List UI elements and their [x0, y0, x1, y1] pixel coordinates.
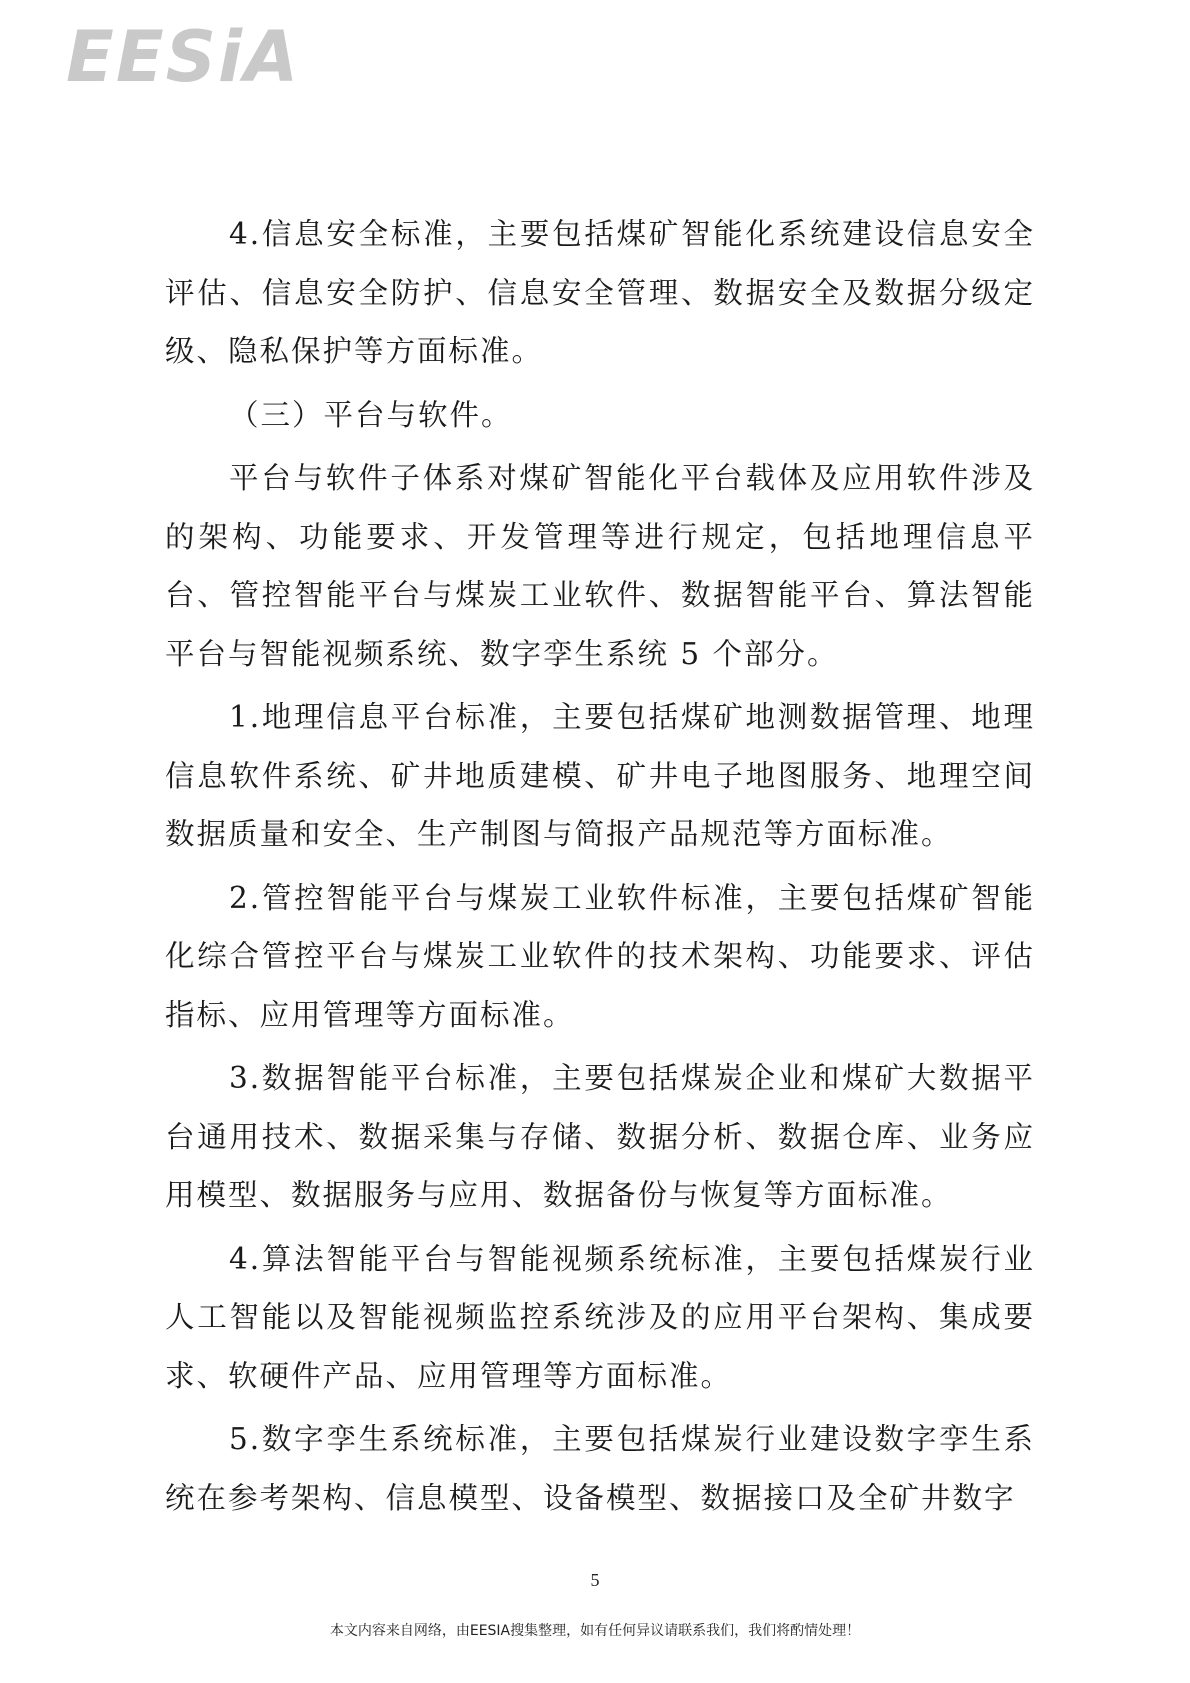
paragraph-algorithm-platform: 4.算法智能平台与智能视频系统标准，主要包括煤炭行业人工智能以及智能视频监控系统涉及的应用平台架构、集成要求、软硬件产品、应用管理等方面标准。: [165, 1241, 1035, 1393]
document-body: [165, 205, 1035, 1532]
paragraph-platform-overview: 平台与软件子体系对煤矿智能化平台载体及应用软件涉及的架构、功能要求、开发管理等进行规定，包括地理信息平台、管控智能平台与煤炭工业软件、数据智能平台、算法智能平台与智能视频系统、数字孪生系统 5 个部分。: [165, 461, 1035, 671]
paragraph-info-security: 4.信息安全标准，主要包括煤矿智能化系统建设信息安全评估、信息安全防护、信息安全管理、数据安全及数据分级定级、隐私保护等方面标准。: [165, 217, 1035, 368]
eesia-logo: EESiA: [66, 16, 301, 98]
page-number: 5: [590, 1570, 600, 1590]
paragraph-data-platform: 3.数据智能平台标准，主要包括煤炭企业和煤矿大数据平台通用技术、数据采集与存储、数据分析、数据仓库、业务应用模型、数据服务与应用、数据备份与恢复等方面标准。: [165, 1061, 1035, 1212]
paragraph-control-platform: 2.管控智能平台与煤炭工业软件标准，主要包括煤矿智能化综合管控平台与煤炭工业软件的技术架构、功能要求、评估指标、应用管理等方面标准。: [165, 880, 1035, 1032]
paragraph-geo-info-platform: 1.地理信息平台标准，主要包括煤矿地测数据管理、地理信息软件系统、矿井地质建模、矿井电子地图服务、地理空间数据质量和安全、生产制图与简报产品规范等方面标准。: [165, 700, 1035, 851]
paragraph-digital-twin: 5.数字孪生系统标准，主要包括煤炭行业建设数字孪生系统在参考架构、信息模型、设备模型、数据接口及全矿井数字: [165, 1422, 1035, 1515]
footer-disclaimer: 本文内容来自网络，由EESIA搜集整理，如有任何异议请联系我们，我们将酌情处理！: [329, 1623, 861, 1639]
section-heading-platform-software: （三）平台与软件。: [229, 397, 513, 432]
